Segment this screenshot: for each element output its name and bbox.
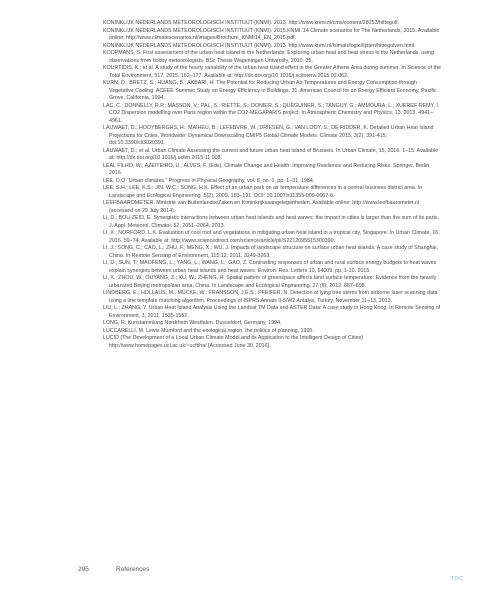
reference-entry: LEE, S.H.; LEE, K.S.; JIN, W.C.; SONG, H.K. Effect of an urban park on air temperature differences in a central business district area. In Landscape and Ecological Engineering, 5(2), 2009. 183–191. DOI: 10.1007/s11355-009-0067-6. [103,185,423,199]
reference-entry: LI, D.; BOU-ZEID, E. Synergistic interactions between urban heat islands and heat waves: the impact in cities is larger than the sum of its parts. J. Appl. Meteorol. Climatol. 52, 2051–2064. 2013. [103,215,439,229]
reference-entry: LAC, C.; DONNELLY, R.P.; MASSON, V.; PAL, S.; RIETTE, S.; DONIER, S.; QUEGUINER, S.; TANGUY, G.; AMMOURA, L.; XUEREF-REMY, I. CO2 Dispersion modelling over Paris region within the CO2-MEGAPARIS project. In Atmospheric Chemistry and Physics, 13, 2013. 4941–4961. [103,102,440,124]
reference-entry: KURN, D.; BRETZ, S.; HUANG, B.; AKBARI, H. The Potential for Reducing Urban Air Temperatures and Energy Consumption through Vegetative Cooling. ACEEE Summer Study on Energy Efficiency in Buildings, 31. American Council for an Energy Efficient Economy, Pacific Grove, California, 1994. [103,80,437,101]
page-number: 295 [78,566,89,573]
reference-entry: LI, J.; SONG, C.; CAO, L.; ZHU, F.; MENG, X.; WU, J. Impacts of landscape structure on surface urban heat islands: A case study of Shanghai, China. In Remote Sensing of Environment, 115:12, 2011. 3249-3263. [103,245,439,259]
reference-entry: KONINKLIJK NEDERLANDS METEOROLOGISCH INSTITUUT (KNMI). 2015.KNMI '14 Climate scenarios for The Netherlands, 2015. Available online: http://www.climatescenarios.nl/images/Brochure_KNMI14_EN_2015.pdf. [103,27,440,41]
reference-entry: LI, X.; NORFORD, L.K. Evaluation of cool roof and vegetations in mitigating urban heat island in a tropical city, Singapore. In Urban Climate, 16, 2016. 59–74. Available at: http://www.sciencedirect.com/science/article/pii/S2212095515300390. [103,230,440,244]
reference-entry: LUCID (The Development of a Local Urban Climate Model and its Application to the Intelligent Design of Cities) http://www.homepages.ucl.ac.uk/~ucftiha/ [Accessed June 30, 2016]. [103,335,363,349]
reference-list [103,20,443,350]
reference-entry: LONG, R. Kunstammlung Nordrhein Westfalen. Dusseldorf, Germany, 1994. [103,320,282,326]
toc-link[interactable]: TOC [451,576,464,582]
reference-entry: LUCCARELLI, M. Lewis Mumford and the ecological region. the politics of planning, 1995. [103,327,314,334]
reference-entry: LAUWAET, D.; HOOYBERGHS, H.; MAIHEU, B.; LEFEBVRE, W.; DRIESEN, G.; VAN LOOY, S.; DE RIDDER, K. Detailed Urban Heat Island Projections for Cities, Worldwide: Dynamical Downscaling CMIP5 Global Climate Models. Climate 2015, 3(2), 391-415; doi:10.3390/cli3020391. [103,125,434,146]
reference-entry: LEE, D.O "Urban climates," Progress in Physical Geography, vol. 8, no. 1, pp. 1–31, 1984. [103,177,315,184]
section-title: References [116,566,150,573]
reference-entry: LIU, L.; ZHANG, Y. Urban Heat Island Analysis Using the Landsat TM Data and ASTER Data: A case study in Hong Kong. In Remote Sensing of Environment, 3, 2011. 1535-1552. [103,305,441,319]
reference-entry: LI, D.; SUN, T.; MAOFENG, L.; YANG, L.; WANG, L.; GAO, Z. Contrasting responses of urban and rural surface energy budgets to heat waves explain synergies between urban heat islands and heat waves. Environ. Res. Letters 10, 54009, pp. 1-10. 2015. [103,260,437,274]
reference-entry: KOOPMANS, S. First assessment of the urban heat island in the Netherlands: Exploring urban heat and heat stress in the Netherlands, using observations from hobby meteorologists. BSc Thesis Wageningen University, 2010. 35. [103,50,434,64]
reference-entry: LEAL FILHO, W.; AZEITEIRO, U.; ALVES, F. (Eds). Climate Change and Health: Improving Resilience and Reducing Risks. Springer, Berlin, 2016. [103,162,431,176]
reference-entry: KOURTIDIS, K.; et al. A study of the hourly variability of the urban heat island effect in the Greater Athens Area during summer. In Science of the Total Environment, 517, 2015. 162–177. Available at: http://dx.doi.org/10.1016/j.scitotenv.2015.02.062. [103,65,441,79]
reference-entry: KONINKLIJK NEDERLANDS METEOROLOGISCH INSTITUUT (KNMI). 2013. http://www.knmi.nl/klimatologie/lijsten/hittegolven.html. [103,42,416,49]
reference-entry: KONINKLIJK NEDERLANDS METEOROLOGISCH INSTITUUT (KNMI). 2013. http://www.knmi.nl/cms/content/28253/hittegolf. [103,20,400,26]
reference-entry: LINDBERG, E.; HOLLAUS, M.; MÜCKE, W.; FRANSSON, J.E.S.; PFEIFER, N. Detection of lying tree stems from airborne laser scanning data using a line template matching algorithm. Proceedings of ISPRS Annals II-5/W2 Antalya, Turkey, November 11–13, 2013. [103,290,438,304]
reference-entry: LAUWAET, D.; et al. Urban Climate Assessing the current and future urban heat island of Brussels. In Urban Climate, 15, 2016. 1–15. Available at: http://dx.doi.org/10.1016/j.uclim.2015.11.008. [103,147,439,161]
reference-entry: LI, X.; ZHOU, W.; OUYANG, Z.; XU, W.; ZHENG, H. Spatial pattern of greenspace affects land surface temperature: Evidence from the heavily urbanized Beijing metropolitan area, China. In Landscape and Ecological Engineering, 27 (6), 2012. 887–898. [103,275,437,289]
reference-entry: LEEFBAAROMETER. Ministrie van BuitenlandseZaken en Koninkrijksaangelegenheden. Available online: http://www.leefbaarometer.nl (accessed on 29 July 2014). [103,200,420,214]
